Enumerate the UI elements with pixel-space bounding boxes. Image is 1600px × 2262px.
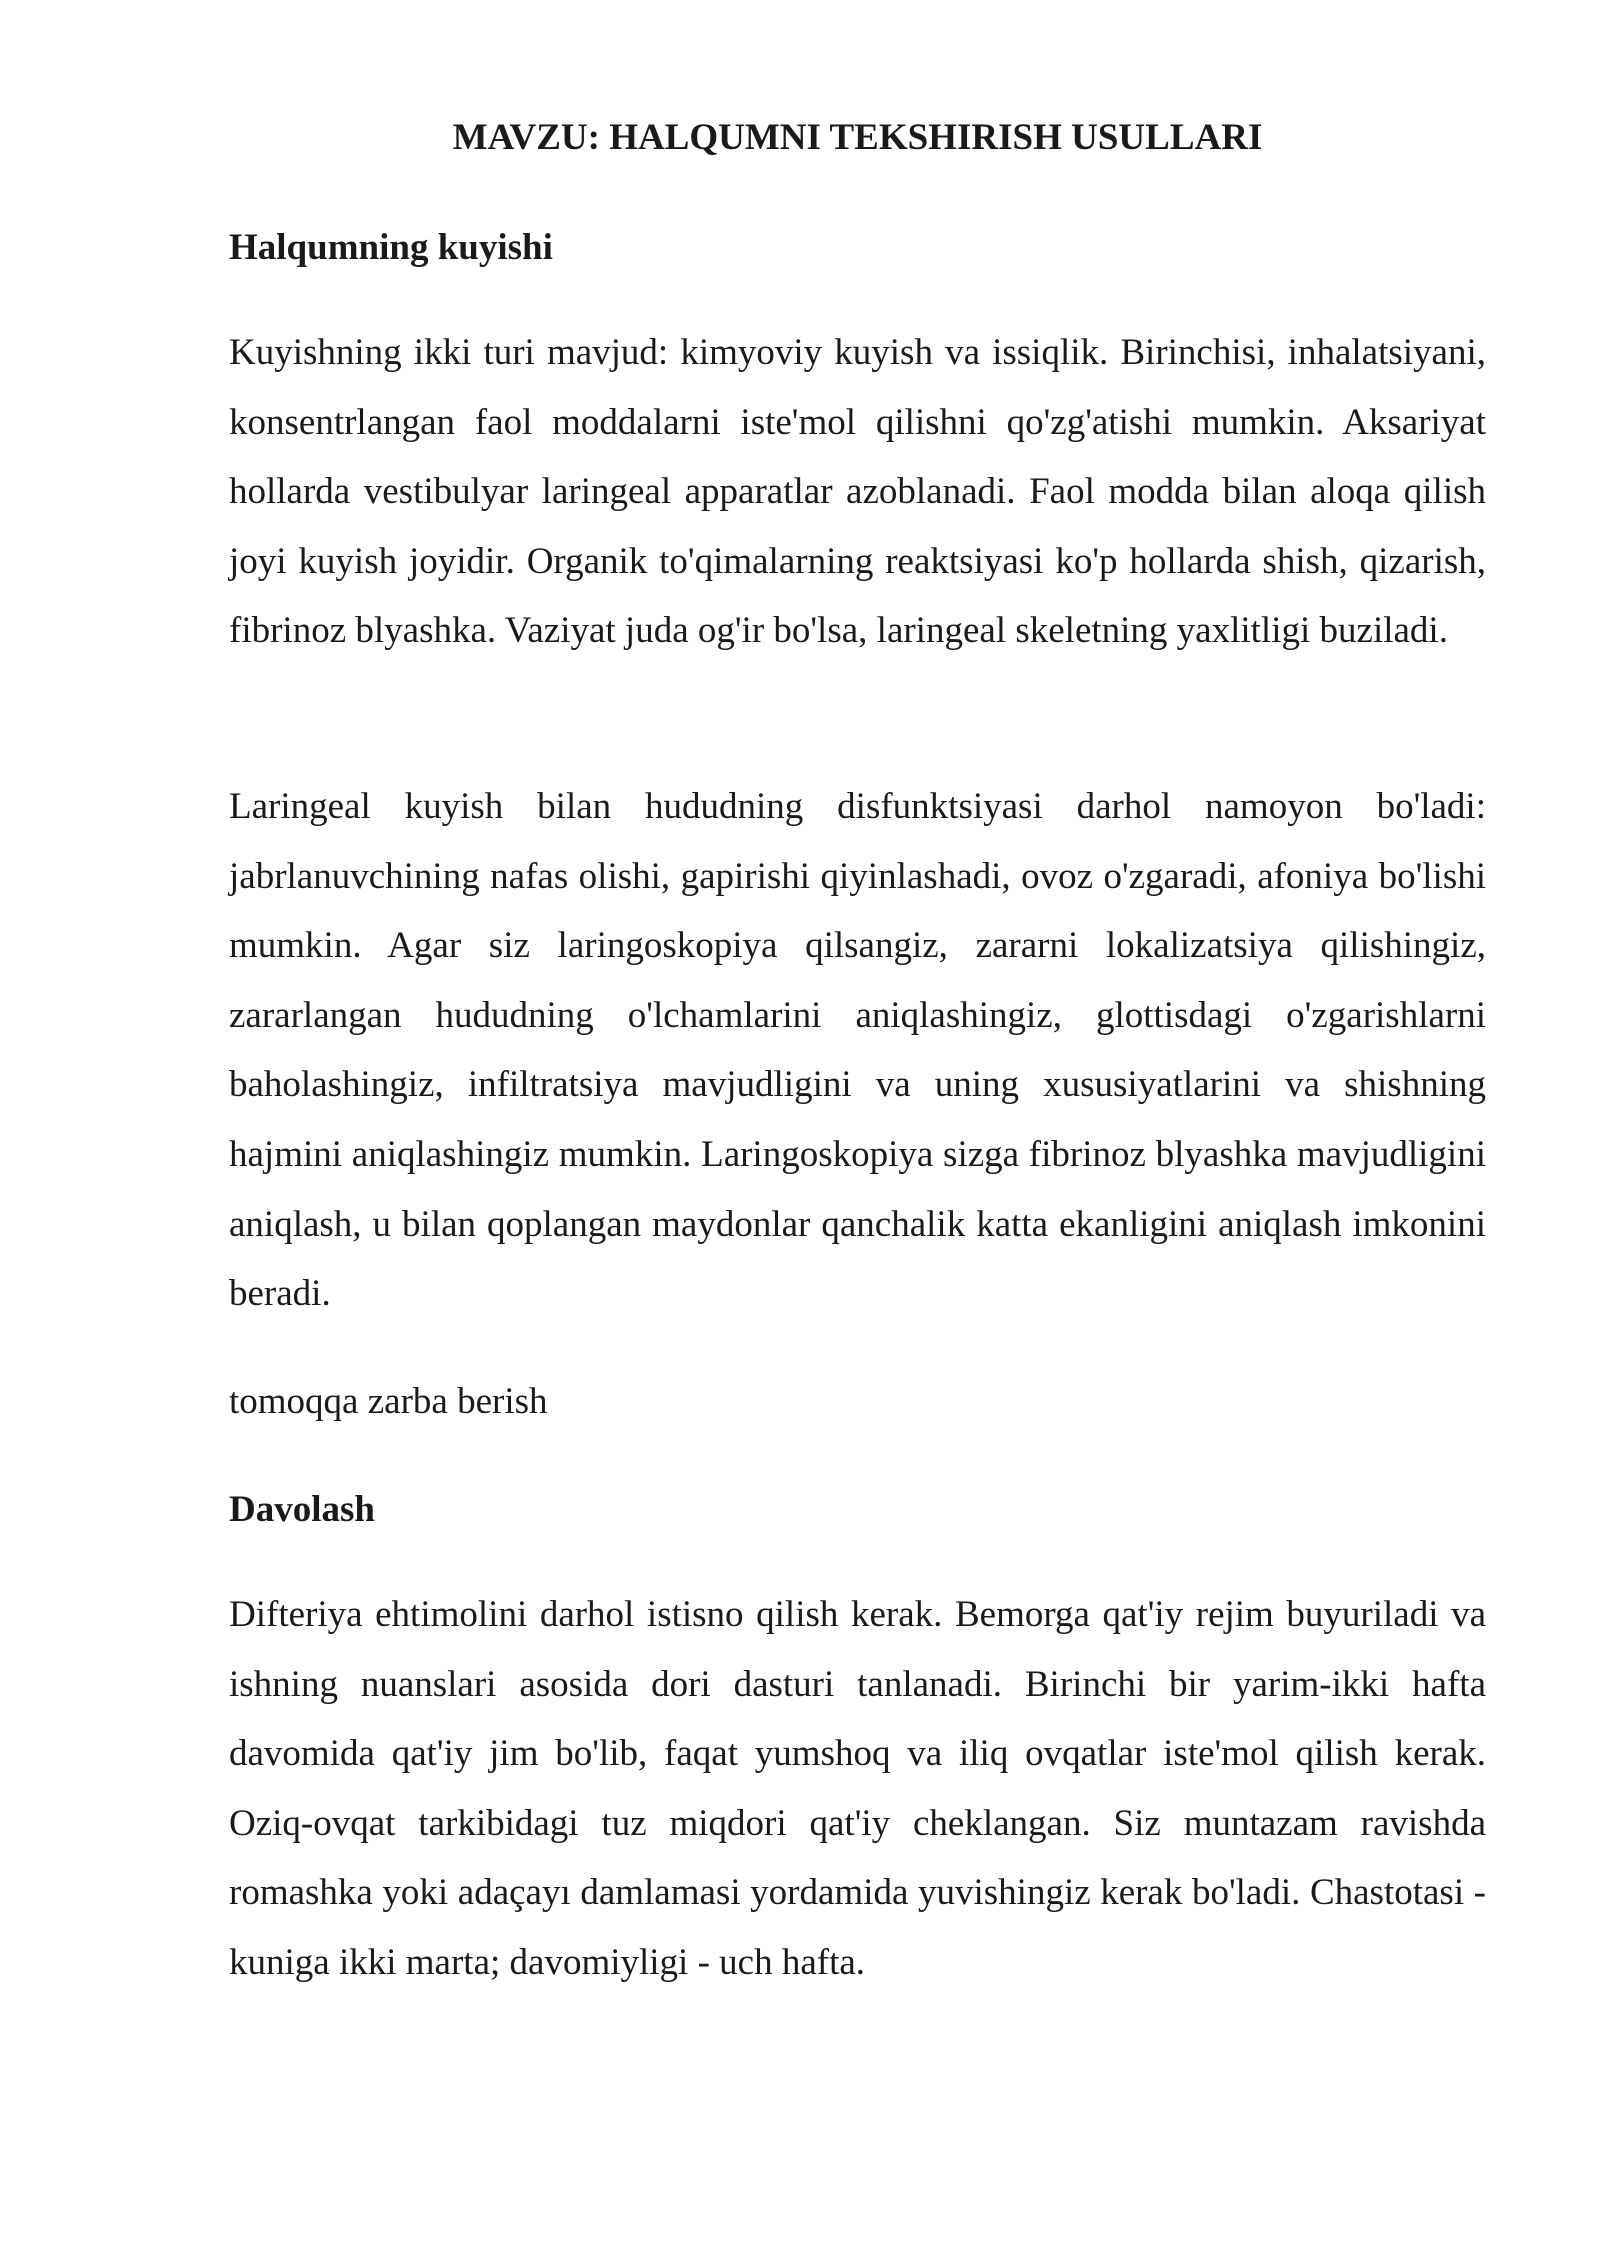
- paragraph-treatment: Difteriya ehtimolini darhol istisno qilish kerak. Bemorga qat'iy rejim buyuriladi va ishning nuanslari asosida dori dasturi tanlanadi. Birinchi bir yarim-ikki hafta davomida qat'iy jim bo'lib, faqat yumshoq va iliq ovqatlar iste'mol qilish kerak. Oziq-ovqat tarkibidagi tuz miqdori qat'iy cheklangan. Siz muntazam ravishda romashka yoki adaçayı damlamasi yordamida yuvishingiz kerak bo'ladi. Chastotasi - kuniga ikki marta; davomiyligi - uch hafta.: [229, 1594, 1486, 1983]
- document-title: MAVZU: HALQUMNI TEKSHIRISH USULLARI: [452, 117, 1263, 158]
- paragraph-burns-laryngoscopy: Laringeal kuyish bilan hududning disfunktsiyasi darhol namoyon bo'ladi: jabrlanuvchining nafas olishi, gapirishi qiyinlashadi, ovoz o'zgaradi, afoniya bo'lishi mumkin. Agar siz laringoskopiya qilsangiz, zararni lokalizatsiya qilishingiz, zararlangan hududning o'lchamlarini aniqlashingiz, glottisdagi o'zgarishlarni baholashingiz, infiltratsiya mavjudligini va uning xususiyatlarini va shishning hajmini aniqlashingiz mumkin. Laringoskopiya sizga fibrinoz blyashka mavjudligini aniqlash, u bilan qoplangan maydonlar qanchalik katta ekanligini aniqlash imkonini beradi.: [229, 786, 1486, 1315]
- note-throat-trauma: tomoqqa zarba berish: [229, 1381, 548, 1422]
- section-heading-treatment: Davolash: [229, 1489, 375, 1530]
- paragraph-burns-types: Kuyishning ikki turi mavjud: kimyoviy kuyish va issiqlik. Birinchisi, inhalatsiyani, konsentrlangan faol moddalarni iste'mol qilishni qo'zg'atishi mumkin. Aksariyat hollarda vestibulyar laringeal apparatlar azoblanadi. Faol modda bilan aloqa qilish joyi kuyish joyidir. Organik to'qimalarning reaktsiyasi ko'p hollarda shish, qizarish, fibrinoz blyashka. Vaziyat juda og'ir bo'lsa, laringeal skeletning yaxlitligi buziladi.: [229, 332, 1486, 652]
- section-heading-burns: Halqumning kuyishi: [229, 227, 553, 268]
